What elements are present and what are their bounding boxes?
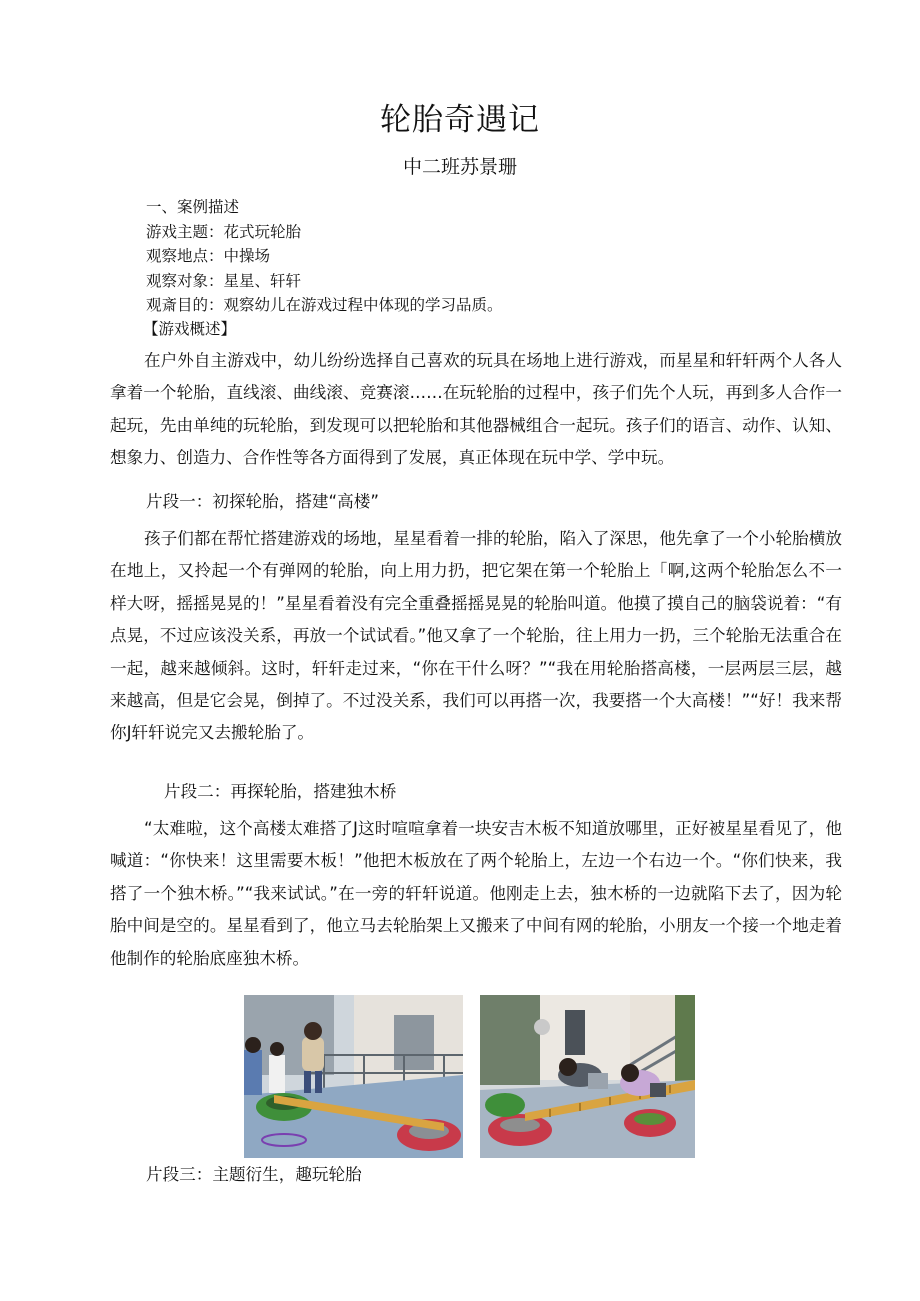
observation-purpose-line: 观斎目的：观察幼儿在游戏过程中体现的学习品质。 [146,296,503,314]
observation-subjects-line: 观察对象：星星、轩轩 [146,272,302,290]
photo-plank-bridge-right [480,995,695,1158]
document-author: 中二班苏景珊 [402,156,517,178]
photo-plank-bridge-left [244,995,463,1158]
fragment-one-heading: 片段一：初探轮胎，搭建“高楼” [146,492,379,511]
fragment-two-heading: 片段二：再探轮胎，搭建独木桥 [164,782,397,801]
fragment-one-paragraph: 孩子们都在帮忙搭建游戏的场地，星星看着一排的轮胎，陷入了深思，他先拿了一个小轮胎横放在地上，又拎起一个有弹网的轮胎，向上用力扔，把它架在第一个轮胎上「啊,这两个轮胎怎么不一样大呀，摇摇晃晃的！”星星看着没有完全重叠摇摇晃晃的轮胎叫道。他摸了摸自己的脑袋说着：“有点晃，不过应该没关系，再放一个试试看。”他又拿了一个轮胎，往上用力一扔，三个轮胎无法重合在一起，越来越倾斜。这时，轩轩走过来，“你在干什么呀？”“我在用轮胎搭高楼，一层两层三层，越来越高，但是它会晃，倒掉了。不过没关系，我们可以再搭一次，我要搭一个大高楼！”“好！我来帮你J轩轩说完又去搬轮胎了。 [110,529,842,743]
section-heading-case-description: 一、案例描述 [146,198,240,216]
observation-location-line: 观察地点：中操场 [146,247,271,265]
fragment-three-heading: 片段三：主题衍生，趣玩轮胎 [146,1165,362,1184]
document-title: 轮胎奇遇记 [380,102,540,138]
game-overview-paragraph: 在户外自主游戏中，幼儿纷纷选择自己喜欢的玩具在场地上进行游戏，而星星和轩轩两个人各人拿着一个轮胎，直线滚、曲线滚、竞赛滚……在玩轮胎的过程中，孩子们先个人玩，再到多人合作一起玩，先由单纯的玩轮胎，到发现可以把轮胎和其他器械组合一起玩。孩子们的语言、动作、认知、想象力、创造力、合作性等各方面得到了发展，真正体现在玩中学、学中玩。 [110,351,842,468]
fragment-two-paragraph: “太难啦，这个高楼太难搭了J这时喧喧拿着一块安吉木板不知道放哪里，正好被星星看见了，他喊道：“你快来！这里需要木板！”他把木板放在了两个轮胎上，左边一个右边一个。“你们快来，我搭了一个独木桥。”“我来试试。”在一旁的轩轩说道。他刚走上去，独木桥的一边就陷下去了，因为轮胎中间是空的。星星看到了，他立马去轮胎架上又搬来了中间有网的轮胎，小朋友一个接一个地走着他制作的轮胎底座独木桥。 [110,819,842,968]
game-overview-heading: 【游戏概述】 [143,320,237,338]
game-theme-line: 游戏主题：花式玩轮胎 [146,223,302,241]
